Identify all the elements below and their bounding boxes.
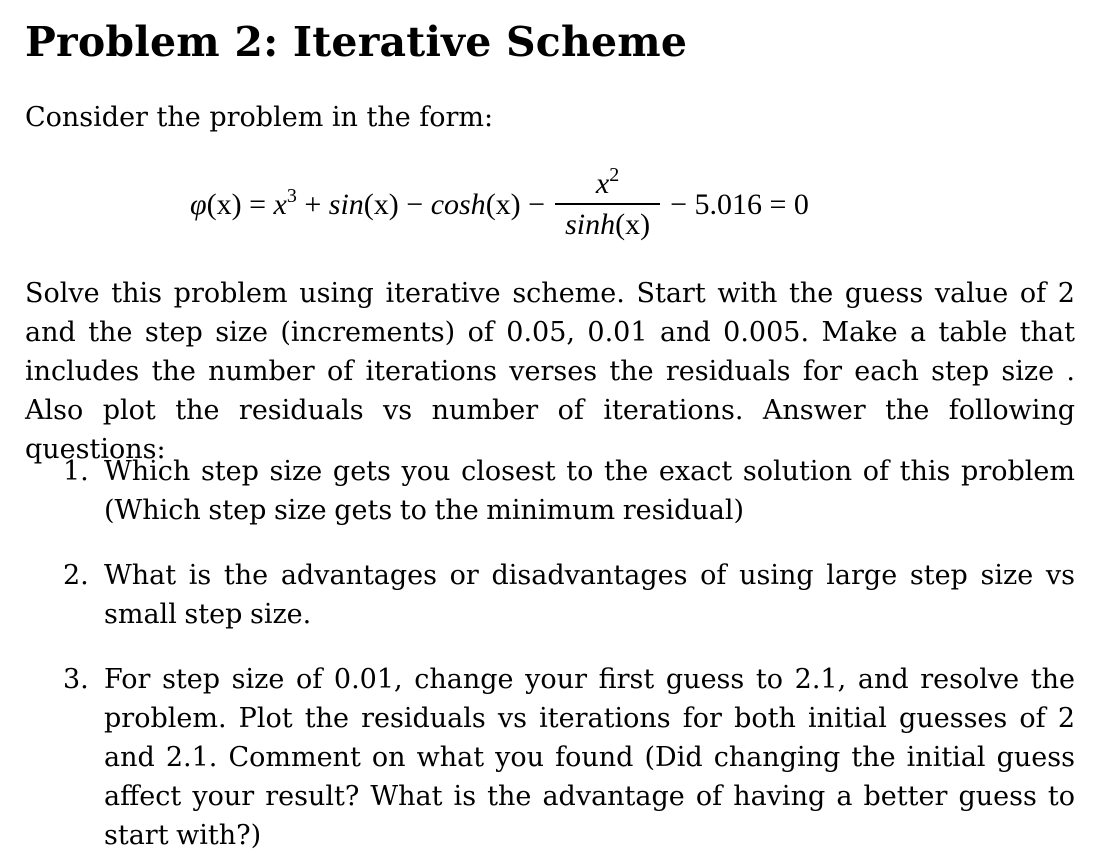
list-item <box>25 556 1075 634</box>
equation <box>190 162 809 248</box>
cosh-argument: (x) <box>485 188 521 221</box>
question-number: 2. <box>63 560 89 591</box>
sin-term: sin <box>328 188 364 221</box>
phi-argument: (x) <box>206 188 242 221</box>
minus-sign: − <box>528 188 546 221</box>
cosh-term: cosh <box>430 188 486 221</box>
question-number: 3. <box>63 664 89 695</box>
fraction-numerator: $x^2$ <box>595 164 620 201</box>
list-item <box>25 660 1075 855</box>
equals-sign: = <box>249 188 267 221</box>
question-text: What is the advantages or disadvantages of using large step size vs small step size. <box>104 560 1075 630</box>
equation-lhs <box>190 185 546 222</box>
cube-exponent: 3 <box>286 185 297 207</box>
list-item <box>25 452 1075 530</box>
questions-list <box>25 452 1075 855</box>
minus-sign: − <box>406 188 424 221</box>
question-text: For step size of 0.01, change your first guess to 2.1, and resolve the problem. Plot the residuals vs iterations for both initial guesses of 2 and 2.1. Comment on what you found (Did changing the initial guess affect your result? What is the advantage of having a better guess to start with?) <box>104 664 1075 851</box>
intro-text: Consider the problem in the form: <box>25 102 494 133</box>
question-text: Which step size gets you closest to the exact solution of this problem (Which step size gets to the minimum residual) <box>104 456 1075 526</box>
plus-sign: + <box>304 188 322 221</box>
problem-title: Problem 2: Iterative Scheme <box>25 18 688 66</box>
x-variable: x <box>273 188 287 221</box>
instructions-paragraph: Solve this problem using iterative scheme. Start with the guess value of 2 and the step size (increments) of 0.05, 0.01 and 0.005. Make a table that includes the number of iterations verses the residuals for each step size . Also plot the residuals vs number of iterations. Answer the following questions: <box>25 278 1075 465</box>
square-exponent: 2 <box>609 164 620 187</box>
equation-constant: − 5.016 = 0 <box>670 188 809 221</box>
fraction-denominator: sinh(x) <box>565 207 651 241</box>
sin-argument: (x) <box>363 188 399 221</box>
phi-symbol: φ <box>190 188 207 221</box>
fraction <box>555 164 660 243</box>
question-number: 1. <box>63 456 89 487</box>
